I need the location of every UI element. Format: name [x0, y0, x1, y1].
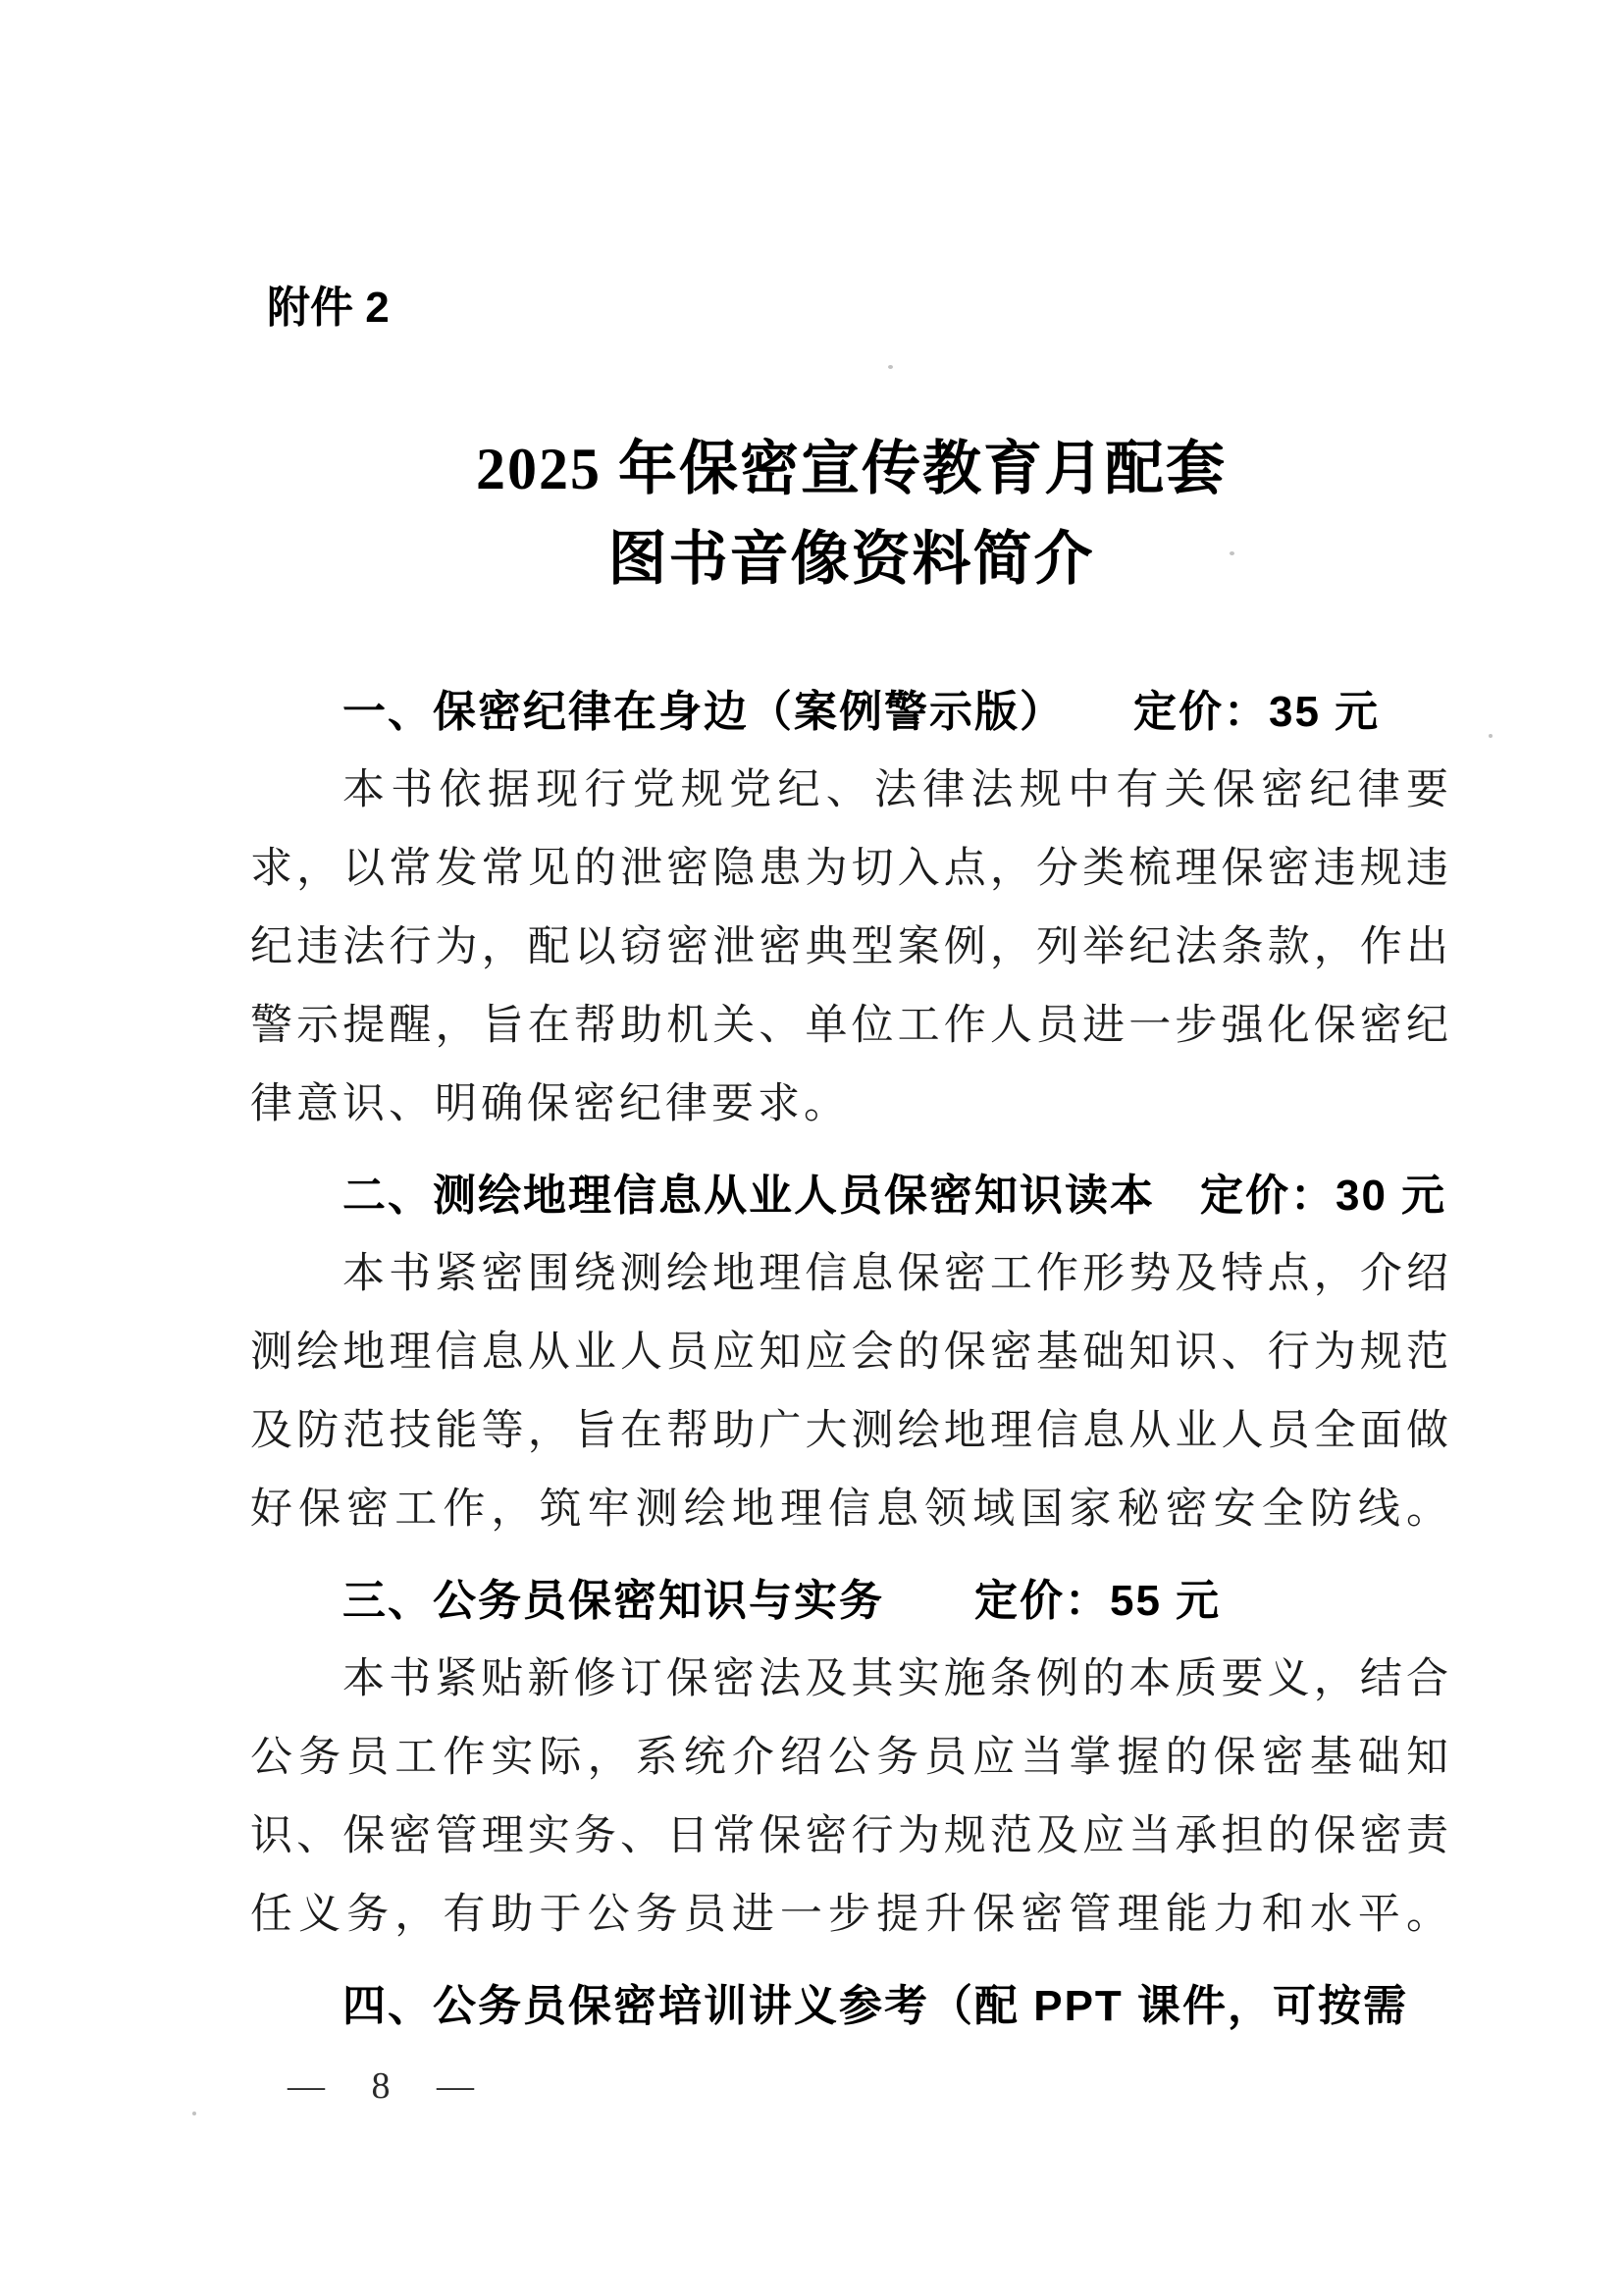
section-3-line-3: 识、保密管理实务、日常保密行为规范及应当承担的保密责 — [250, 1813, 1452, 1859]
section-2-line-1: 本书紧密围绕测绘地理信息保密工作形势及特点，介绍 — [342, 1251, 1452, 1297]
section-3-line-2: 公务员工作实际，系统介绍公务员应当掌握的保密基础知 — [250, 1735, 1452, 1781]
section-2-line-4: 好保密工作，筑牢测绘地理信息领域国家秘密安全防线。 — [250, 1487, 1452, 1533]
document-body — [250, 673, 1452, 2046]
section-1-line-4: 警示提醒，旨在帮助机关、单位工作人员进一步强化保密纪 — [250, 1003, 1452, 1049]
section-3-line-4: 任义务，有助于公务员进一步提升保密管理能力和水平。 — [250, 1892, 1452, 1938]
section-2-heading: 二、测绘地理信息从业人员保密知识读本 定价：30 元 — [342, 1172, 1447, 1220]
section-3-line-1: 本书紧贴新修订保密法及其实施条例的本质要义，结合 — [342, 1656, 1452, 1702]
page-number: — 8 — — [288, 2065, 488, 2107]
scan-speck — [1230, 551, 1234, 555]
section-2-line-2: 测绘地理信息从业人员应知应会的保密基础知识、行为规范 — [250, 1330, 1452, 1376]
section-2-line-3: 及防范技能等，旨在帮助广大测绘地理信息从业人员全面做 — [250, 1408, 1452, 1454]
section-1-heading: 一、保密纪律在身边（案例警示版） 定价：35 元 — [342, 688, 1381, 736]
attachment-label: 附件 2 — [267, 284, 390, 332]
section-1-line-1: 本书依据现行党规党纪、法律法规中有关保密纪律要 — [342, 767, 1452, 813]
scan-speck — [1489, 734, 1493, 738]
scan-speck — [888, 365, 893, 369]
document-title-line1: 2025 年保密宣传教育月配套 — [476, 437, 1227, 501]
document-title — [250, 424, 1452, 604]
scan-speck — [192, 2112, 196, 2115]
document-title-line2: 图书音像资料简介 — [607, 527, 1095, 592]
section-1-line-2: 求，以常发常见的泄密隐患为切入点，分类梳理保密违规违 — [250, 846, 1452, 892]
section-1-line-5: 律意识、明确保密纪律要求。 — [250, 1081, 850, 1127]
section-4-heading: 四、公务员保密培训讲义参考（配 PPT 课件，可按需 — [342, 1982, 1409, 2030]
section-3-heading: 三、公务员保密知识与实务 定价：55 元 — [342, 1577, 1222, 1625]
section-1-line-3: 纪违法行为，配以窃密泄密典型案例，列举纪法条款，作出 — [250, 924, 1452, 970]
